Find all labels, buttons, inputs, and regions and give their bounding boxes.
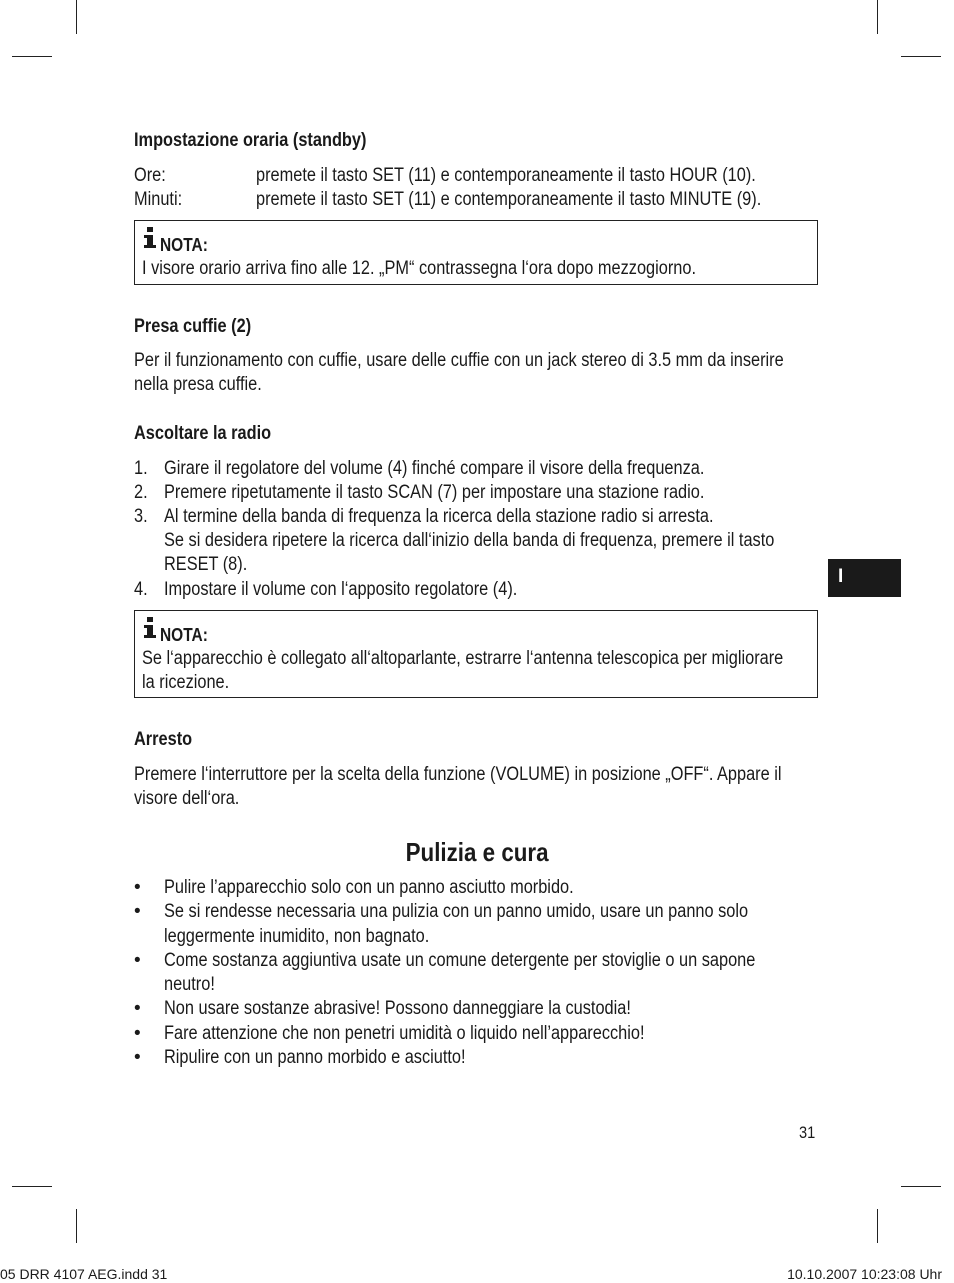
- info-icon: [143, 227, 157, 249]
- crop-mark: [12, 56, 52, 57]
- list-item-text: Ripulire con un panno morbido e asciutto!: [164, 1047, 466, 1068]
- crop-mark: [877, 0, 878, 34]
- section-heading-care: [0, 837, 954, 867]
- info-icon: [143, 617, 157, 639]
- list-item-text: RESET (8).: [164, 554, 248, 575]
- crop-mark: [901, 56, 941, 57]
- list-item-text: Come sostanza aggiuntiva usate un comune detergente per stoviglie o un sapone: [164, 950, 756, 971]
- paragraph-line: Premere l‘interruttore per la scelta della funzione (VOLUME) in posizione „OFF“. Appare il: [134, 764, 782, 785]
- crop-mark: [76, 0, 77, 34]
- bullet-marker: •: [134, 901, 141, 922]
- paragraph-line: nella presa cuffie.: [134, 374, 262, 395]
- row-label-minutes: Minuti:: [134, 189, 183, 210]
- row-text-minutes: premete il tasto SET (11) e contemporaneamente il tasto MINUTE (9).: [256, 189, 762, 210]
- list-item-text: Se si rendesse necessaria una pulizia con un panno umido, usare un panno solo: [164, 901, 749, 922]
- note-text: Se l‘apparecchio è collegato all‘altoparlante, estrarre l‘antenna telescopica per migliorare: [142, 648, 784, 669]
- list-item-text: Girare il regolatore del volume (4) finché compare il visore della frequenza.: [164, 458, 705, 479]
- list-item-text: Premere ripetutamente il tasto SCAN (7) per impostare una stazione radio.: [164, 482, 705, 503]
- row-text-hours: premete il tasto SET (11) e contemporaneamente il tasto HOUR (10).: [256, 165, 756, 186]
- crop-mark: [76, 1209, 77, 1243]
- note-text: I visore orario arriva fino alle 12. „PM“ contrassegna l‘ora dopo mezzogiorno.: [142, 258, 697, 279]
- bullet-marker: •: [134, 998, 141, 1019]
- section-title-standby: Impostazione oraria (standby): [134, 130, 367, 151]
- list-item-text: Pulire l’apparecchio solo con un panno asciutto morbido.: [164, 877, 574, 898]
- print-slug-right: 10.10.2007 10:23:08 Uhr: [787, 1266, 942, 1282]
- list-item-text: Impostare il volume con l‘apposito regolatore (4).: [164, 579, 518, 600]
- list-item-text: neutro!: [164, 974, 215, 995]
- page-number: 31: [799, 1123, 816, 1142]
- language-tab: [828, 559, 901, 597]
- list-number: 4.: [134, 579, 148, 600]
- note-label: NOTA:: [160, 235, 208, 255]
- crop-mark: [901, 1186, 941, 1187]
- section-title-stop: Arresto: [134, 729, 193, 750]
- list-number: 3.: [134, 506, 148, 527]
- crop-mark: [12, 1186, 52, 1187]
- bullet-marker: •: [134, 1047, 141, 1068]
- print-slug-left: 05 DRR 4107 AEG.indd 31: [0, 1266, 168, 1282]
- bullet-marker: •: [134, 877, 141, 898]
- bullet-marker: •: [134, 1023, 141, 1044]
- list-item-text: Al termine della banda di frequenza la ricerca della stazione radio si arresta.: [164, 506, 714, 527]
- list-item-text: Se si desidera ripetere la ricerca dall‘inizio della banda di frequenza, premere il tasto: [164, 530, 775, 551]
- list-number: 2.: [134, 482, 148, 503]
- list-item-text: Fare attenzione che non penetri umidità o liquido nell’apparecchio!: [164, 1023, 645, 1044]
- note-text: la ricezione.: [142, 672, 230, 693]
- note-label: NOTA:: [160, 625, 208, 645]
- heading-text: Pulizia e cura: [405, 837, 549, 867]
- list-item-text: leggermente inumidito, non bagnato.: [164, 926, 430, 947]
- language-tab-label: I: [838, 566, 844, 587]
- paragraph-line: visore dell‘ora.: [134, 788, 240, 809]
- crop-mark: [877, 1209, 878, 1243]
- bullet-marker: •: [134, 950, 141, 971]
- list-number: 1.: [134, 458, 148, 479]
- list-item-text: Non usare sostanze abrasive! Possono danneggiare la custodia!: [164, 998, 631, 1019]
- paragraph-line: Per il funzionamento con cuffie, usare delle cuffie con un jack stereo di 3.5 mm da inserire: [134, 350, 784, 371]
- row-label-hours: Ore:: [134, 165, 166, 186]
- section-title-radio: Ascoltare la radio: [134, 423, 272, 444]
- section-title-headphones: Presa cuffie (2): [134, 316, 252, 337]
